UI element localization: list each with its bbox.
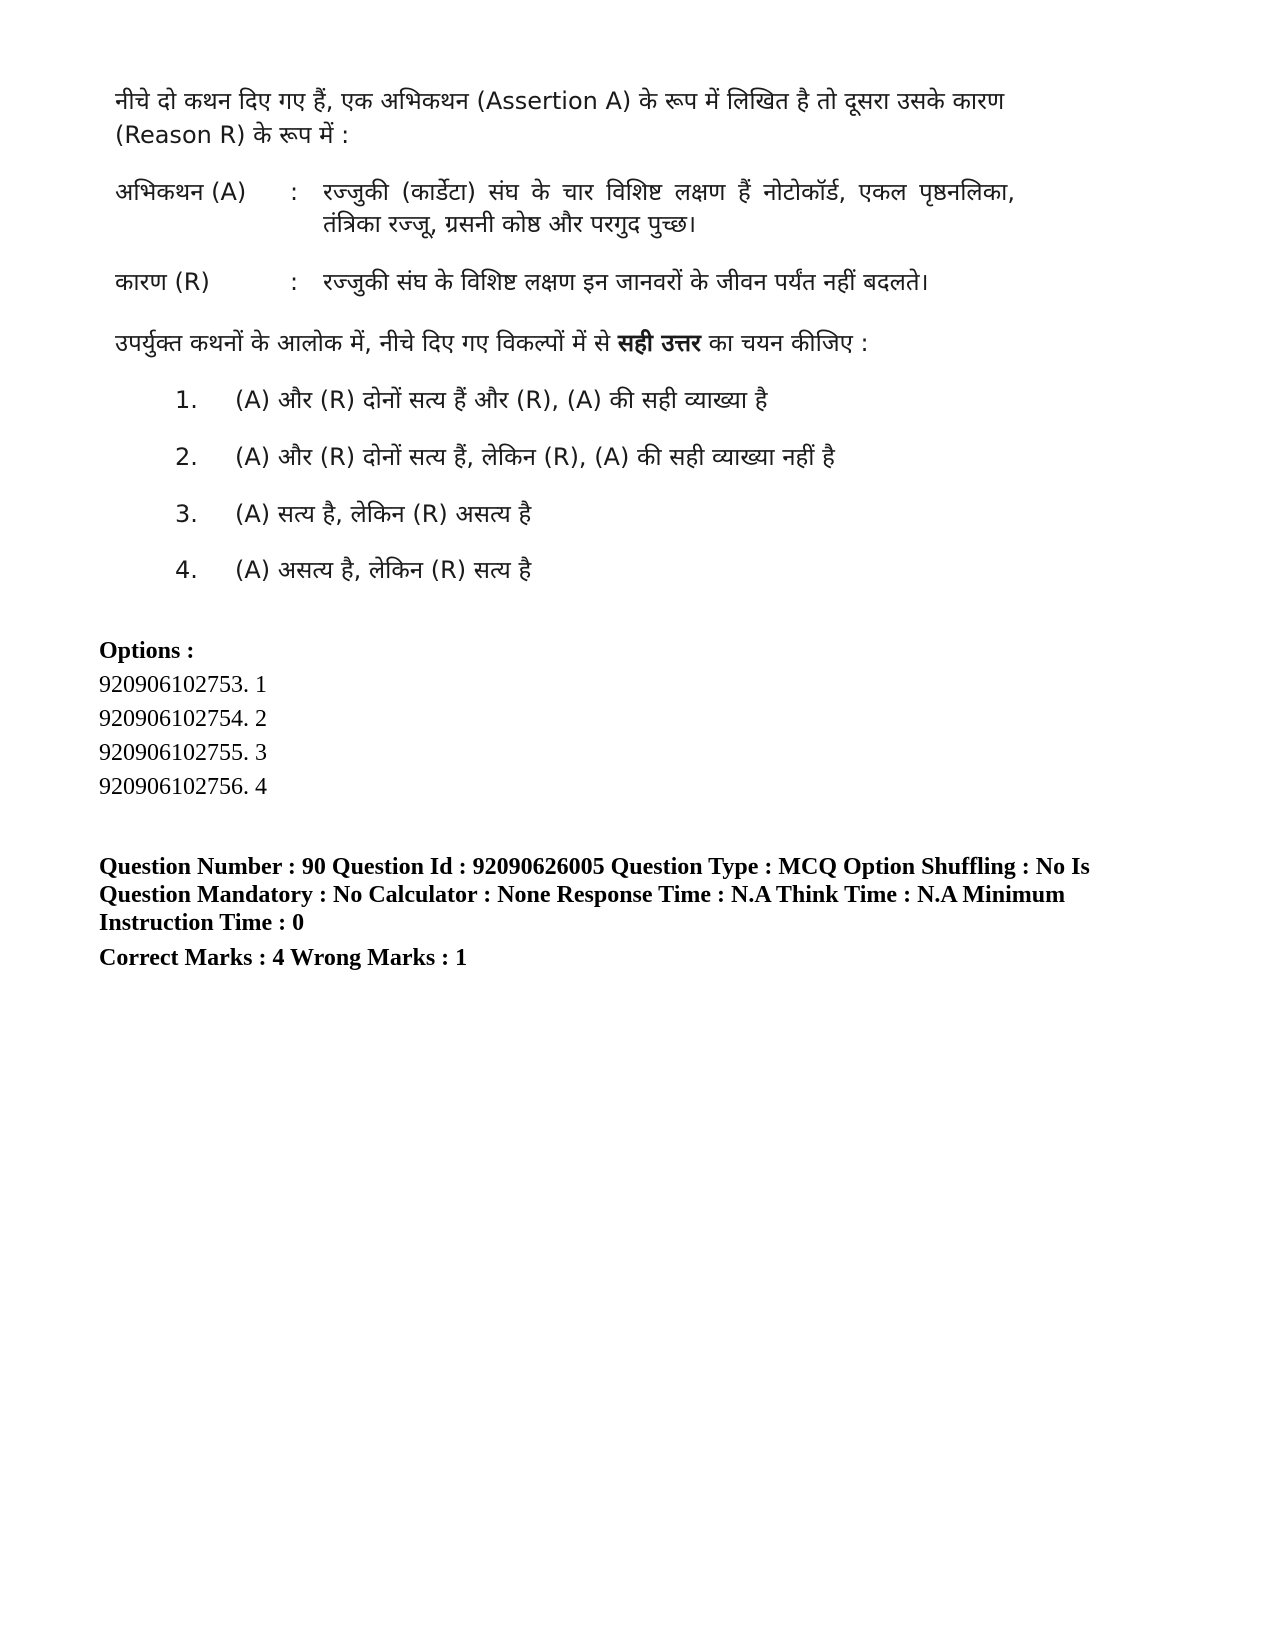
prompt-text-bold: सही उत्तर [617, 329, 701, 357]
assertion-statement [115, 176, 1015, 240]
option-item: 920906102756. 4 [99, 774, 267, 800]
choice-number: 3. [175, 500, 198, 528]
marks-info: Correct Marks : 4 Wrong Marks : 1 [99, 945, 468, 971]
choice-item [175, 383, 767, 416]
choice-item [175, 553, 531, 586]
prompt-text-after: का चयन कीजिए : [700, 329, 869, 357]
choice-text: (A) और (R) दोनों सत्य हैं और (R), (A) की सही व्याख्या है [235, 386, 768, 414]
choice-number: 1. [175, 386, 198, 414]
option-item: 920906102755. 3 [99, 740, 267, 766]
option-item: 920906102753. 1 [99, 672, 267, 698]
assertion-separator: : [290, 178, 299, 206]
prompt-text-before: उपर्युक्त कथनों के आलोक में, नीचे दिए गए विकल्पों में से [115, 329, 618, 357]
reason-label: कारण (R) [115, 268, 210, 296]
assertion-text: रज्जुकी (कार्डेटा) संघ के चार विशिष्ट लक्षण हैं नोटोकॉर्ड, एकल पृष्ठनलिका, तंत्रिका रज्जू, ग्रसनी कोष्ठ और परगुद पुच्छ। [323, 178, 1015, 238]
reason-text: रज्जुकी संघ के विशिष्ट लक्षण इन जानवरों के जीवन पर्यंत नहीं बदलते। [323, 268, 929, 296]
question-metadata: Question Number : 90 Question Id : 92090626005 Question Type : MCQ Option Shuffling : No Is Question Mandatory : No Calculator : None Response Time : N.A Think Time : N.A Minimum Instruction Time : 0 [99, 854, 1090, 936]
choice-number: 2. [175, 443, 198, 471]
choice-text: (A) सत्य है, लेकिन (R) असत्य है [235, 500, 532, 528]
options-heading: Options : [99, 638, 195, 664]
reason-separator: : [290, 268, 299, 296]
choice-item [175, 497, 531, 530]
option-item: 920906102754. 2 [99, 706, 267, 732]
assertion-label: अभिकथन (A) [115, 178, 247, 206]
choice-item [175, 440, 835, 473]
choice-number: 4. [175, 556, 198, 584]
question-prompt [115, 326, 1015, 359]
reason-statement [115, 266, 1015, 298]
choice-text: (A) असत्य है, लेकिन (R) सत्य है [235, 556, 532, 584]
question-intro: नीचे दो कथन दिए गए हैं, एक अभिकथन (Assertion A) के रूप में लिखित है तो दूसरा उसके कारण (Reason R) के रूप में : [115, 87, 1005, 149]
choice-text: (A) और (R) दोनों सत्य हैं, लेकिन (R), (A) की सही व्याख्या नहीं है [235, 443, 835, 471]
